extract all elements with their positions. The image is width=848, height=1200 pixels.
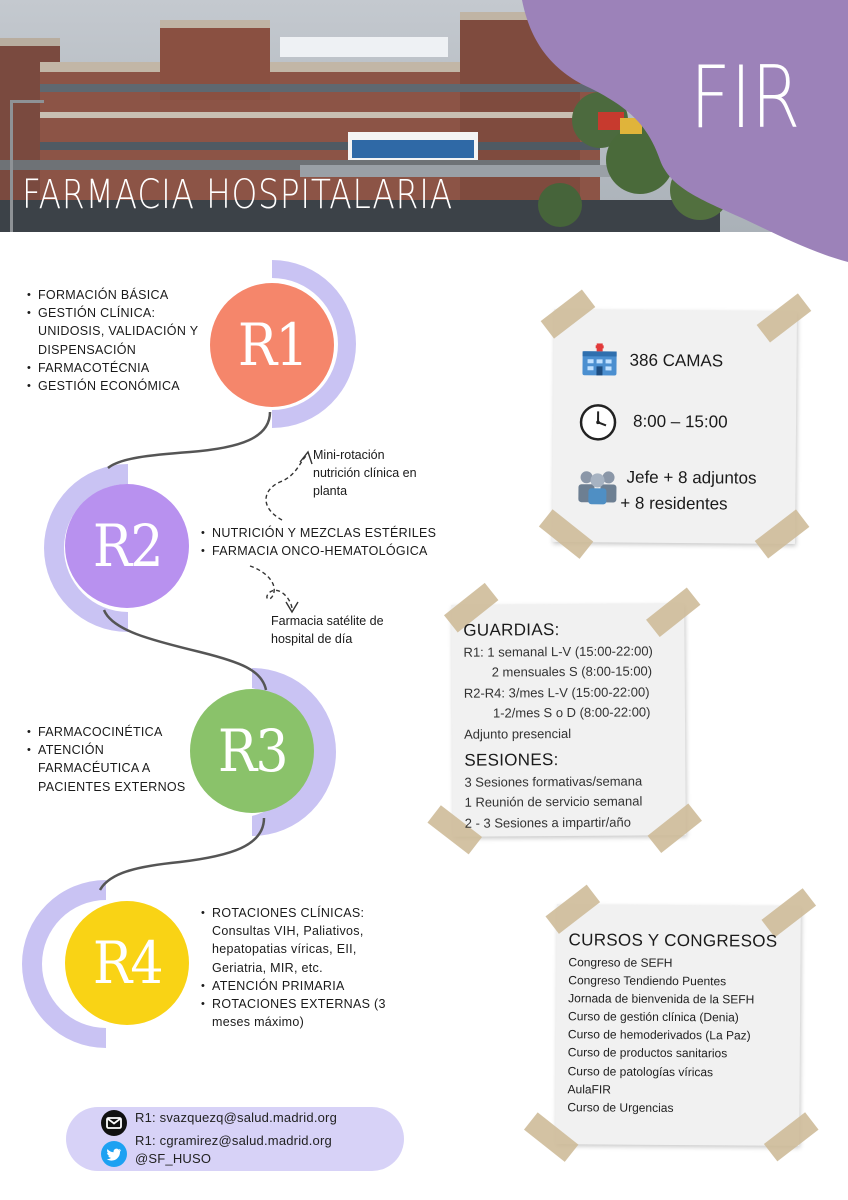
curso-item: Curso de hemoderivados (La Paz) [567,1027,751,1043]
list-item: • ATENCIÓN FARMACÉUTICA A PACIENTES EXTERNOS [27,741,197,796]
tape [524,1112,578,1162]
beds-text: 386 CAMAS [629,350,724,371]
staff-icon [576,467,618,505]
guardias-card [451,603,686,837]
list-item: • ROTACIONES EXTERNAS (3 meses máximo) [201,995,391,1031]
twitter-handle[interactable]: @SF_HUSO [135,1151,212,1166]
email-link-1[interactable]: R1: svazquezq@salud.madrid.org [135,1110,338,1125]
tape [646,587,700,637]
sesiones-lines [464,771,642,833]
curso-item: Curso de Urgencias [567,1099,674,1115]
cursos-title: CURSOS Y CONGRESOS [568,930,778,951]
curso-item: AulaFIR [567,1081,611,1097]
list-item: • NUTRICIÓN Y MEZCLAS ESTÉRILES [201,524,441,542]
cursos-list [567,953,754,1117]
r1-list [27,286,207,395]
cursos-card [555,904,801,1146]
hours-text: 8:00 – 15:00 [632,411,728,432]
guardia-line: R2-R4: 3/mes L-V (15:00-22:00) [463,684,650,701]
badge-r3: R3 [190,689,314,813]
email-link-2[interactable]: R1: cgramirez@salud.madrid.org [135,1133,332,1148]
curso-item: Jornada de bienvenida de la SEFH [568,991,755,1007]
staff-row [576,467,618,505]
hours-row [579,403,617,441]
email-icon [101,1110,127,1136]
curso-item: Curso de patologías víricas [567,1063,714,1079]
contact-box [66,1107,404,1171]
list-item: • FARMACOTÉCNIA [27,359,207,377]
list-item: • ATENCIÓN PRIMARIA [201,977,391,995]
connector-r3-r4 [100,818,264,890]
hospital-icon [579,343,619,377]
list-item: • FARMACOCINÉTICA [27,723,197,741]
page-title: FARMACIA HOSPITALARIA [22,172,453,218]
guardia-line: 2 mensuales S (8:00-15:00) [491,663,653,680]
clock-icon [579,403,617,441]
sesion-line: 1 Reunión de servicio semanal [464,793,643,811]
fir-title: FIR [690,48,801,148]
tape [757,293,812,342]
connector-r1-r2 [108,412,270,468]
info-card [552,309,797,544]
curso-item: Congreso Tendiendo Puentes [568,973,727,989]
badge-r1: R1 [210,283,334,407]
connector-r2-r3 [104,610,266,690]
curso-item: Curso de productos sanitarios [567,1045,728,1061]
curso-item: Curso de gestión clínica (Denia) [568,1009,739,1025]
note-satellite-pharmacy: Farmacia satélite de hospital de día [271,614,384,646]
badge-r4: R4 [65,901,189,1025]
guardias-title: GUARDIAS: [463,620,560,640]
tape [764,1112,819,1161]
tape [755,509,810,558]
list-item: • GESTIÓN ECONÓMICA [27,377,207,395]
guardia-line: Adjunto presencial [464,725,572,742]
sesion-line: 3 Sesiones formativas/semana [464,773,643,790]
beds-row [579,343,619,377]
guardias-lines [463,641,653,744]
sesion-line: 2 - 3 Sesiones a impartir/año [464,814,631,831]
sesiones-title: SESIONES: [464,750,559,770]
staff-text-1: Jefe + 8 adjuntos [626,467,757,488]
list-item: • FARMACIA ONCO-HEMATOLÓGICA [201,542,441,560]
list-item: • FORMACIÓN BÁSICA [27,286,207,304]
list-item: • ROTACIONES CLÍNICAS: Consultas VIH, Paliativos, hepatopatias víricas, EII, Geriatria, MIR, etc. [201,904,391,977]
badge-r2: R2 [65,484,189,608]
note-mini-rotation: Mini-rotación nutrición clínica en planta [313,448,417,498]
twitter-icon [101,1141,127,1167]
tape [761,888,816,937]
list-item: • GESTIÓN CLÍNICA: UNIDOSIS, VALIDACIÓN Y DISPENSACIÓN [27,304,207,359]
r2-list [201,524,441,560]
tape [545,885,600,934]
tape [648,803,702,853]
tape [539,509,593,559]
guardia-line: R1: 1 semanal L-V (15:00-22:00) [463,643,653,660]
guardia-line: 1-2/mes S o D (8:00-22:00) [492,704,651,721]
r3-list [27,723,197,796]
r4-list [201,904,391,1031]
arrow-satellite [250,566,292,608]
curso-item: Congreso de SEFH [568,955,673,970]
tape [541,290,596,339]
staff-text-2: + 8 residentes [620,493,728,514]
arrow-mini [266,456,306,520]
